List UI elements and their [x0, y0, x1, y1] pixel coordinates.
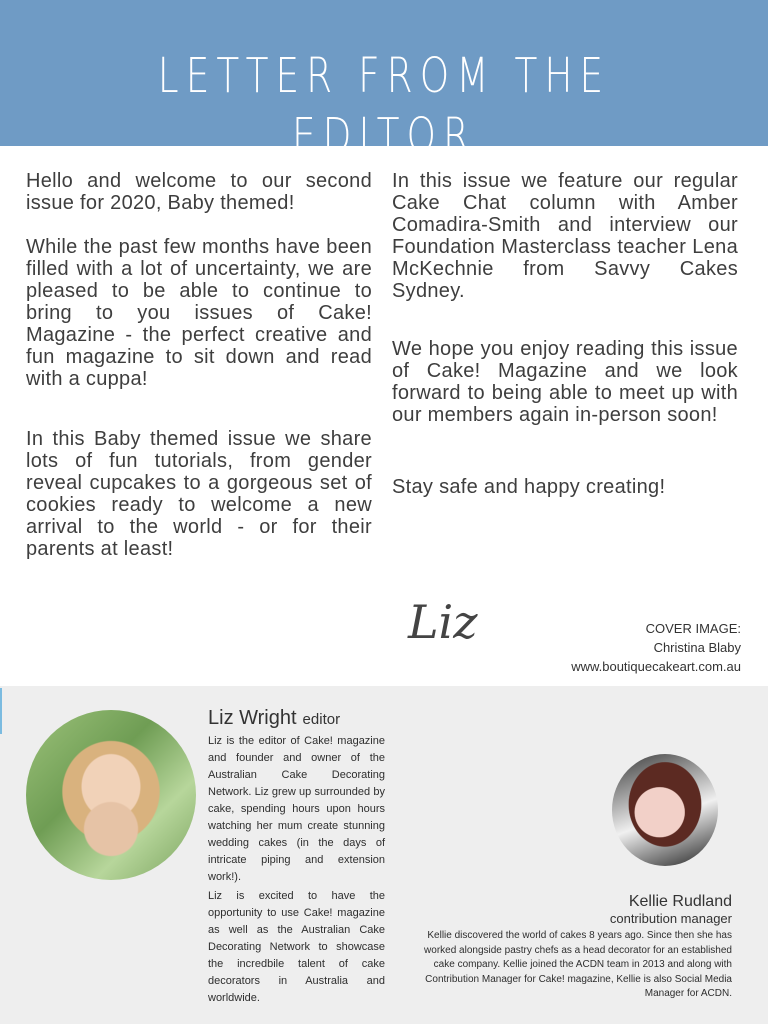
editor-role: editor	[302, 711, 341, 728]
letter-paragraph: We hope you enjoy reading this issue of Cake! Magazine and we look forward to being able to meet up with our members again in-person soon!	[392, 338, 738, 426]
contributor-role: contribution manager	[609, 911, 732, 926]
cover-credit	[571, 619, 741, 676]
letter-paragraph: In this issue we feature our regular Cake Chat column with Amber Comadira-Smith and interview our Foundation Masterclass teacher Lena McKechnie from Savvy Cakes Sydney.	[392, 170, 738, 302]
editor-bio: Liz is excited to have the opportunity to use Cake! magazine as well as the Australian Cake Decorating Network to showcase the incredbile talent of cake decorators in Australia and worldwide.	[208, 890, 385, 1004]
letter-paragraph: Stay safe and happy creating!	[392, 476, 666, 498]
letter-left-column	[26, 170, 372, 560]
page-header	[0, 0, 768, 164]
editor-bio: Liz is the editor of Cake! magazine and founder and owner of the Australian Cake Decorating Network. Liz grew up surrounded by cake, spending hours upon hours watching her mum create stunning wedding cakes (in the days of intricate piping and extension work!).	[208, 735, 385, 883]
cover-url: www.boutiquecakeart.com.au	[571, 659, 741, 674]
editor-signature: Liz	[408, 595, 478, 649]
letter-paragraph: In this Baby themed issue we share lots of fun tutorials, from gender reveal cupcakes to a gorgeous set of cookies ready to welcome a new arrival to the world - or for their parents at least!	[26, 428, 372, 560]
cover-photographer: Christina Blaby	[653, 640, 741, 655]
editor-heading	[208, 707, 340, 730]
page-title: LETTER FROM THE EDITOR	[157, 48, 611, 164]
contributor-photo	[612, 754, 718, 866]
letter-paragraph: Hello and welcome to our second issue for 2020, Baby themed!	[26, 170, 372, 214]
contributor-name: Kellie Rudland	[628, 893, 732, 910]
letter-paragraph: While the past few months have been filled with a lot of uncertainty, we are pleased to be able to continue to bring to you issues of Cake! Magazine - the perfect creative and fun magazine to sit down and read with a cuppa!	[26, 236, 372, 390]
editor-name: Liz Wright	[208, 707, 297, 729]
letter-right-column	[392, 170, 738, 498]
contributor-bio: Kellie discovered the world of cakes 8 years ago. Since then she has worked alongside pastry chefs as a head decorator for an established cake company. Kellie joined the ACDN team in 2013 and along with Contribution Manager for Cake! magazine, Kellie is also Social Media Manager for ACDN.	[424, 930, 732, 999]
cover-label: COVER IMAGE:	[645, 621, 741, 636]
editor-photo	[26, 710, 196, 880]
accent-divider	[0, 688, 2, 734]
